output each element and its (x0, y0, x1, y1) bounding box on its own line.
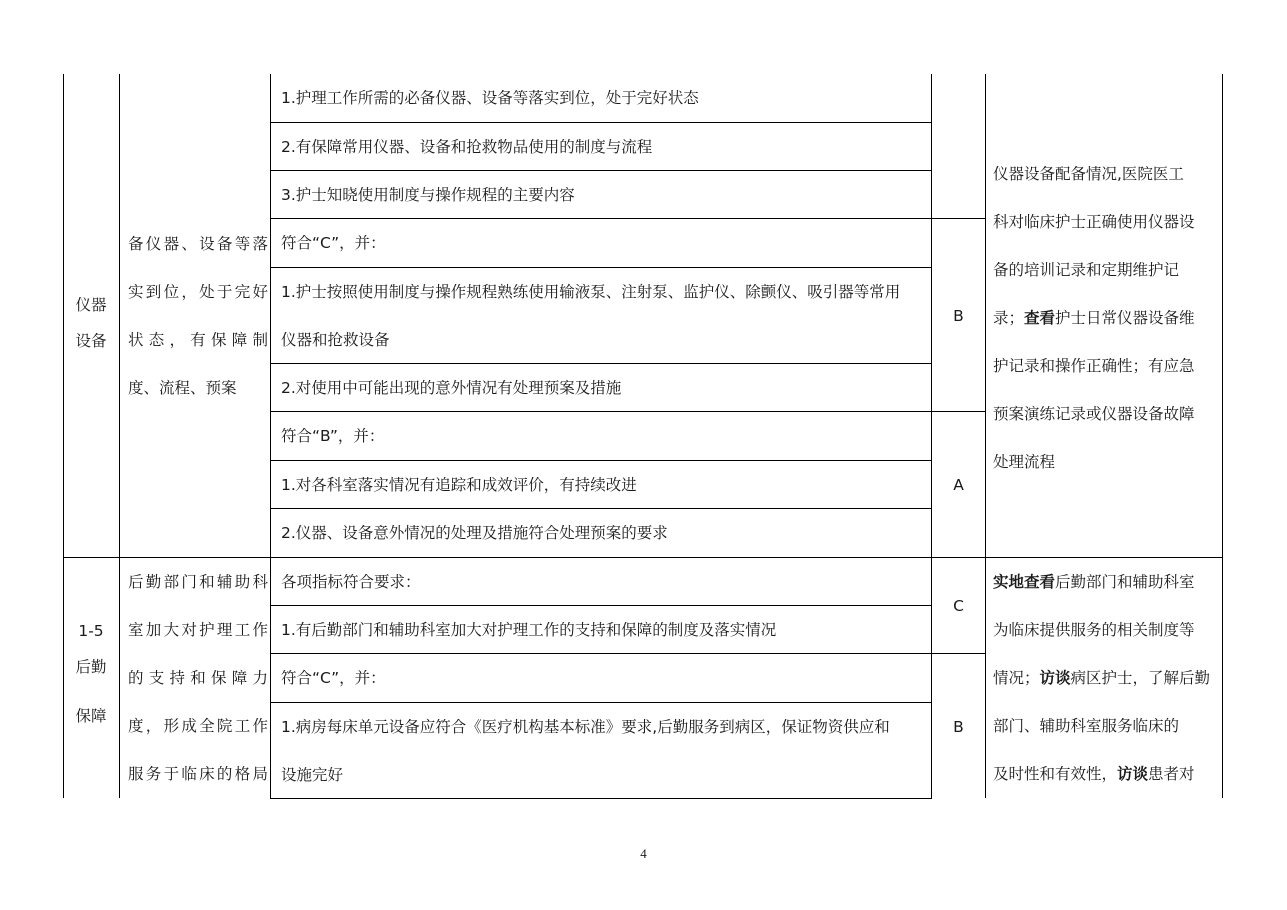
review-method-line: 录；查看护士日常仪器设备维 (993, 309, 1195, 327)
review-method-line: 护记录和操作正确性；有应急 (993, 357, 1195, 375)
review-method-line: 情况；访谈病区护士，了解后勤 (993, 669, 1211, 687)
content-row: 仪器和抢救设备 (281, 331, 390, 349)
standard-line: 的支持和保障力 (128, 669, 268, 687)
review-method-line: 备的培训记录和定期维护记 (993, 261, 1180, 279)
item-name-line: 仪器 (75, 296, 107, 314)
review-method-line: 处理流程 (993, 453, 1056, 471)
standard-line: 度，形成全院工作 (128, 717, 268, 735)
content-row: 3.护士知晓使用制度与操作规程的主要内容 (281, 186, 575, 204)
content-row: 2.仪器、设备意外情况的处理及措施符合处理预案的要求 (281, 524, 668, 542)
standard-line: 服务于临床的格局 (128, 765, 268, 783)
review-method-line: 预案演练记录或仪器设备故障 (993, 405, 1195, 423)
content-row: 1.病房每床单元设备应符合《医疗机构基本标准》要求,后勤服务到病区，保证物资供应和 (281, 718, 890, 736)
content-row: 2.对使用中可能出现的意外情况有处理预案及措施 (281, 379, 622, 397)
content-row: 1.护理工作所需的必备仪器、设备等落实到位，处于完好状态 (281, 89, 699, 107)
standard-line: 后勤部门和辅助科 (128, 573, 268, 591)
content-row: 1.对各科室落实情况有追踪和成效评价，有持续改进 (281, 476, 637, 494)
review-method-line: 实地查看后勤部门和辅助科室 (993, 573, 1195, 591)
content-row: 设施完好 (281, 766, 344, 784)
review-method-line: 仪器设备配备情况,医院医工 (993, 165, 1184, 183)
review-method-logistics (993, 558, 1217, 798)
item-name-line: 后勤 (75, 658, 107, 676)
standard-line: 备仪器、设备等落 (128, 235, 268, 253)
content-row: 1.有后勤部门和辅助科室加大对护理工作的支持和保障的制度及落实情况 (281, 621, 777, 639)
standard-line: 室加大对护理工作 (128, 621, 268, 639)
grade-c: C (953, 597, 964, 615)
grade-a: A (953, 476, 964, 494)
grade-b: B (953, 307, 964, 325)
content-row: 符合“C”，并： (281, 669, 386, 687)
review-method-instruments (993, 150, 1217, 486)
page-number: 4 (640, 846, 647, 861)
grade-b: B (953, 718, 964, 736)
standard-line: 状态，有保障制 (128, 331, 268, 349)
content-row: 各项指标符合要求： (281, 573, 421, 591)
content-row: 2.有保障常用仪器、设备和抢救物品使用的制度与流程 (281, 138, 653, 156)
content-row: 1.护士按照使用制度与操作规程熟练使用输液泵、注射泵、监护仪、除颤仪、吸引器等常用 (281, 283, 901, 301)
standard-line: 度、流程、预案 (128, 379, 237, 397)
review-method-line: 及时性和有效性，访谈患者对 (993, 765, 1195, 783)
item-name-line: 1-5 (78, 622, 104, 640)
item-name-line: 设备 (75, 332, 107, 350)
content-row: 符合“B”，并： (281, 427, 385, 445)
review-method-line: 科对临床护士正确使用仪器设 (993, 213, 1195, 231)
content-row: 符合“C”，并： (281, 234, 386, 252)
review-method-line: 为临床提供服务的相关制度等 (993, 621, 1195, 639)
standard-line: 实到位，处于完好 (128, 283, 268, 301)
review-method-line: 部门、辅助科室服务临床的 (993, 717, 1180, 735)
item-name-line: 保障 (75, 707, 107, 725)
